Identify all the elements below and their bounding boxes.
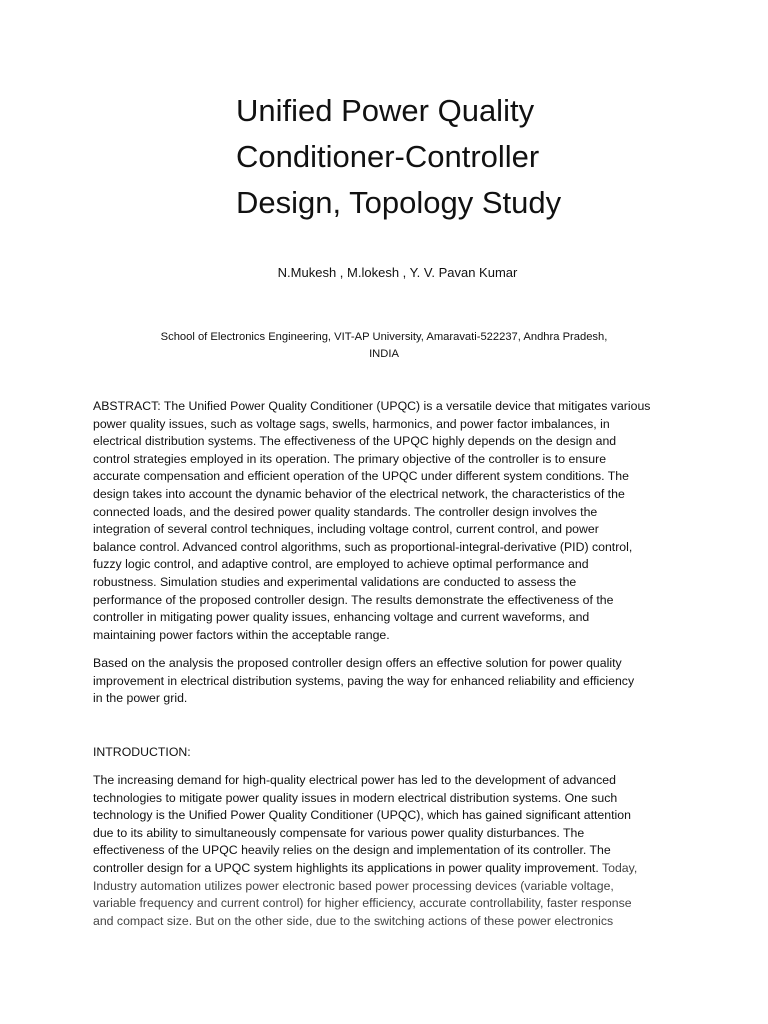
conclusion-line: improvement in electrical distribution systems, paving the way for enhanced reliability and efficiency [93,673,635,688]
abstract-line: accurate compensation and efficient operation of the UPQC under different system conditions. The [93,469,629,484]
introduction-line [93,860,683,878]
abstract-conclusion-paragraph [93,655,683,708]
abstract-line: performance of the proposed controller design. The results demonstrate the effectiveness of the [93,592,614,607]
abstract-line: electrical distribution systems. The effectiveness of the UPQC highly depends on the design and [93,434,617,449]
introduction-line: technologies to mitigate power quality issues in modern electrical distribution systems. One such [93,790,618,805]
introduction-line-text: controller design for a UPQC system highlights its applications in power quality improvement. [93,860,599,875]
introduction-continuation: Today, [598,860,638,875]
introduction-paragraph [93,772,683,930]
abstract-line: fuzzy logic control, and adaptive control, are employed to achieve optimal performance and [93,557,589,572]
abstract-line: ABSTRACT: The Unified Power Quality Conditioner (UPQC) is a versatile device that mitigates various [93,399,651,413]
affiliation-line: INDIA [369,348,399,360]
abstract-line: maintaining power factors within the acceptable range. [93,627,390,642]
title-line: Design, Topology Study [236,185,562,220]
abstract-line: integration of several control techniques, including voltage control, current control, and power [93,522,599,537]
abstract-line: robustness. Simulation studies and experimental validations are conducted to assess the [93,574,577,589]
introduction-line: The increasing demand for high-quality electrical power has led to the development of advanced [93,773,616,787]
introduction-heading: INTRODUCTION: [93,745,191,759]
abstract-line: controller in mitigating power quality issues, enhancing voltage and current waveforms, and [93,610,590,625]
affiliation [120,329,648,363]
introduction-line: technology is the Unified Power Quality Conditioner (UPQC), which has gained significant attention [93,808,631,823]
title-line: Conditioner-Controller [236,139,540,174]
abstract-line: connected loads, and the desired power quality standards. The controller design involves the [93,504,598,519]
abstract-paragraph [93,398,683,644]
paper-title [236,88,696,226]
introduction-grey-line: and compact size. But on the other side, due to the switching actions of these power electronics [93,913,614,928]
introduction-grey-line: variable frequency and current control) for higher efficiency, accurate controllability, faster response [93,896,632,911]
abstract-line: balance control. Advanced control algorithms, such as proportional-integral-derivative (PID) control, [93,539,633,554]
introduction-line: effectiveness of the UPQC heavily relies on the design and implementation of its controller. The [93,843,611,858]
authors: N.Mukesh , M.lokesh , Y. V. Pavan Kumar [277,265,518,280]
abstract-line: control strategies employed in its operation. The primary objective of the controller is to ensure [93,451,607,466]
conclusion-line: Based on the analysis the proposed controller design offers an effective solution for power quality [93,656,622,670]
introduction-line: due to its ability to simultaneously compensate for various power quality disturbances. The [93,825,585,840]
title-line: Unified Power Quality [236,93,535,128]
introduction-grey-line: Industry automation utilizes power electronic based power processing devices (variable voltage, [93,878,614,893]
abstract-line: design takes into account the dynamic behavior of the electrical network, the characteristics of the [93,486,625,501]
abstract-line: power quality issues, such as voltage sags, swells, harmonics, and power factor imbalances, in [93,416,610,431]
affiliation-line: School of Electronics Engineering, VIT-AP University, Amaravati-522237, Andhra Pradesh, [160,331,608,343]
conclusion-line: in the power grid. [93,691,188,706]
